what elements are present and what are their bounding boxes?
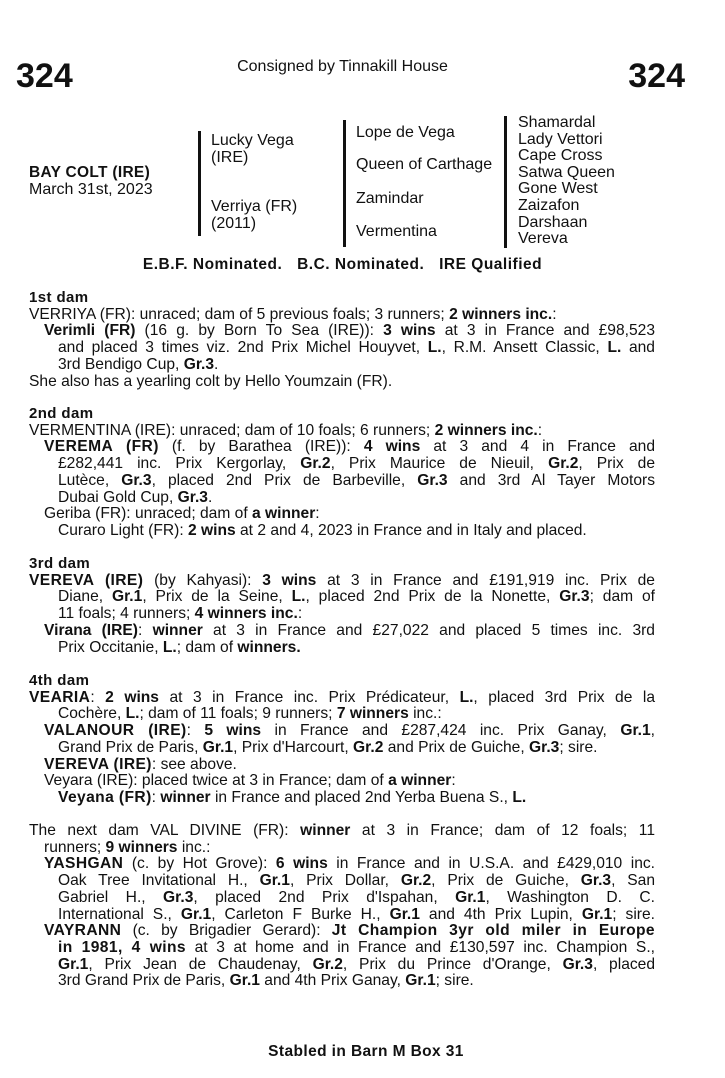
- dam-line: VEREVA (IRE) (by Kahyasi): 3 wins at 3 in France and £191,919 inc. Prix de: [29, 571, 655, 589]
- sire-name: Lucky Vega: [211, 132, 294, 149]
- second-dam-section: [29, 406, 655, 540]
- lot-number-left: 324: [16, 57, 73, 95]
- dam-line: VERRIYA (FR): unraced; dam of 5 previous foals; 3 runners; 2 winners inc.:: [29, 305, 557, 323]
- bc-nomination: B.C. Nominated.: [297, 256, 425, 273]
- progeny-line: Gr.1, Prix Jean de Chaudenay, Gr.2, Prix du Prince d'Orange, Gr.3, placed: [58, 955, 656, 973]
- progeny-line: VEREVA (IRE): see above.: [44, 755, 237, 773]
- progeny-line: Veyara (IRE): placed twice at 3 in France; dam of a winner:: [44, 772, 456, 790]
- first-dam-section: [29, 290, 655, 390]
- progeny-line: VALANOUR (IRE): 5 wins in France and £287,424 inc. Prix Ganay, Gr.1,: [44, 722, 655, 740]
- section-heading: 4th dam: [29, 672, 90, 689]
- ggen-8: Vereva: [518, 230, 568, 248]
- ggen-1: Shamardal: [518, 114, 596, 131]
- pedigree-divider-3: [504, 116, 507, 248]
- section-heading: 2nd dam: [29, 405, 94, 422]
- fourth-dam-section: [29, 673, 655, 807]
- progeny-line: £282,441 inc. Prix Kergorlay, Gr.2, Prix Maurice de Nieuil, Gr.2, Prix de: [58, 455, 656, 473]
- dam-line: VERMENTINA (IRE): unraced; dam of 10 foals; 6 runners; 2 winners inc.:: [29, 421, 543, 439]
- sire: [211, 132, 294, 166]
- dam-dam: Vermentina: [356, 223, 437, 240]
- dam-sire: Zamindar: [356, 190, 424, 207]
- third-dam-section: [29, 556, 655, 656]
- progeny-line: Grand Prix de Paris, Gr.1, Prix d'Harcourt, Gr.2 and Prix de Guiche, Gr.3; sire.: [58, 738, 598, 756]
- progeny-line: 3rd Bendigo Cup, Gr.3.: [58, 355, 219, 373]
- sire-dam: Queen of Carthage: [356, 156, 493, 173]
- progeny-line: Veyana (FR): winner in France and placed 2nd Yerba Buena S., L.: [58, 788, 527, 806]
- dam-year: (2011): [211, 215, 257, 232]
- note-line: She also has a yearling colt by Hello Youmzain (FR).: [29, 372, 393, 390]
- dam-line: 11 foals; 4 runners; 4 winners inc.:: [58, 605, 303, 623]
- dam-name: Verriya (FR): [211, 198, 298, 215]
- horse-description: BAY COLT (IRE): [29, 164, 151, 181]
- dam-line: VEARIA: 2 wins at 3 in France inc. Prix Prédicateur, L., placed 3rd Prix de la: [29, 688, 656, 706]
- ggen-5: Gone West: [518, 180, 598, 198]
- progeny-line: VAYRANN (c. by Brigadier Gerard): Jt Champion 3yr old miler in Europe: [44, 922, 655, 940]
- third-generation: [518, 115, 615, 248]
- sire-sire: Lope de Vega: [356, 124, 455, 141]
- dam-line: runners; 9 winners inc.:: [44, 838, 211, 856]
- progeny-line: Virana (IRE): winner at 3 in France and £27,022 and placed 5 times inc. 3rd: [44, 621, 655, 639]
- progeny-line: 3rd Grand Prix de Paris, Gr.1 and 4th Prix Ganay, Gr.1; sire.: [58, 972, 474, 990]
- dam: [211, 198, 297, 232]
- progeny-line: Oak Tree Invitational H., Gr.1, Prix Dollar, Gr.2, Prix de Guiche, Gr.3, San: [58, 872, 655, 890]
- progeny-line: Gabriel H., Gr.3, placed 2nd Prix d'Ispahan, Gr.1, Washington D. C.: [58, 888, 655, 906]
- ggen-7: Darshaan: [518, 213, 588, 231]
- pedigree-divider-2: [343, 120, 346, 247]
- nominations: [0, 256, 685, 274]
- dam-line: The next dam VAL DIVINE (FR): winner at 3 in France; dam of 12 foals; 11: [29, 822, 655, 839]
- ggen-4: Satwa Queen: [518, 163, 615, 181]
- lot-number-right: 324: [628, 57, 685, 95]
- ggen-3: Cape Cross: [518, 147, 603, 165]
- progeny-line: Geriba (FR): unraced; dam of a winner:: [44, 505, 320, 523]
- progeny-line: Curaro Light (FR): 2 wins at 2 and 4, 2023 in France and in Italy and placed.: [58, 521, 587, 539]
- section-heading: 3rd dam: [29, 555, 91, 572]
- stabling-footer: Stabled in Barn M Box 31: [268, 1043, 464, 1060]
- progeny-line: Dubai Gold Cup, Gr.3.: [58, 488, 213, 506]
- sire-origin: (IRE): [211, 149, 249, 166]
- progeny-line: International S., Gr.1, Carleton F Burke H., Gr.1 and 4th Prix Lupin, Gr.1; sire.: [58, 905, 655, 923]
- ggen-6: Zaizafon: [518, 196, 580, 214]
- ire-qualified: IRE Qualified: [439, 256, 543, 273]
- progeny-line: VEREMA (FR) (f. by Barathea (IRE)): 4 wins at 3 and 4 in France and: [44, 438, 655, 456]
- section-heading: 1st dam: [29, 289, 89, 306]
- next-dam-section: [29, 823, 655, 990]
- ggen-2: Lady Vettori: [518, 130, 603, 148]
- progeny-line: Prix Occitanie, L.; dam of winners.: [58, 638, 301, 656]
- consignor: Consigned by Tinnakill House: [237, 58, 448, 75]
- progeny-line: YASHGAN (c. by Hot Grove): 6 wins in France and in U.S.A. and £429,010 inc.: [44, 855, 655, 873]
- horse-foaled: March 31st, 2023: [29, 181, 153, 198]
- ebf-nomination: E.B.F. Nominated.: [142, 256, 283, 273]
- progeny-line: Lutèce, Gr.3, placed 2nd Prix de Barbeville, Gr.3 and 3rd Al Tayer Motors: [58, 471, 655, 489]
- pedigree-divider-1: [198, 131, 201, 236]
- progeny-line: Verimli (FR) (16 g. by Born To Sea (IRE)): 3 wins at 3 in France and £98,523: [44, 322, 656, 340]
- progeny-line: in 1981, 4 wins at 3 at home and in France and £130,597 inc. Champion S.,: [58, 938, 655, 956]
- dam-line: Diane, Gr.1, Prix de la Seine, L., placed 2nd Prix de la Nonette, Gr.3; dam of: [58, 588, 655, 606]
- dam-line: Cochère, L.; dam of 11 foals; 9 runners; 7 winners inc.:: [58, 705, 442, 723]
- progeny-line: and placed 3 times viz. 2nd Prix Michel Houyvet, L., R.M. Ansett Classic, L. and: [58, 339, 655, 357]
